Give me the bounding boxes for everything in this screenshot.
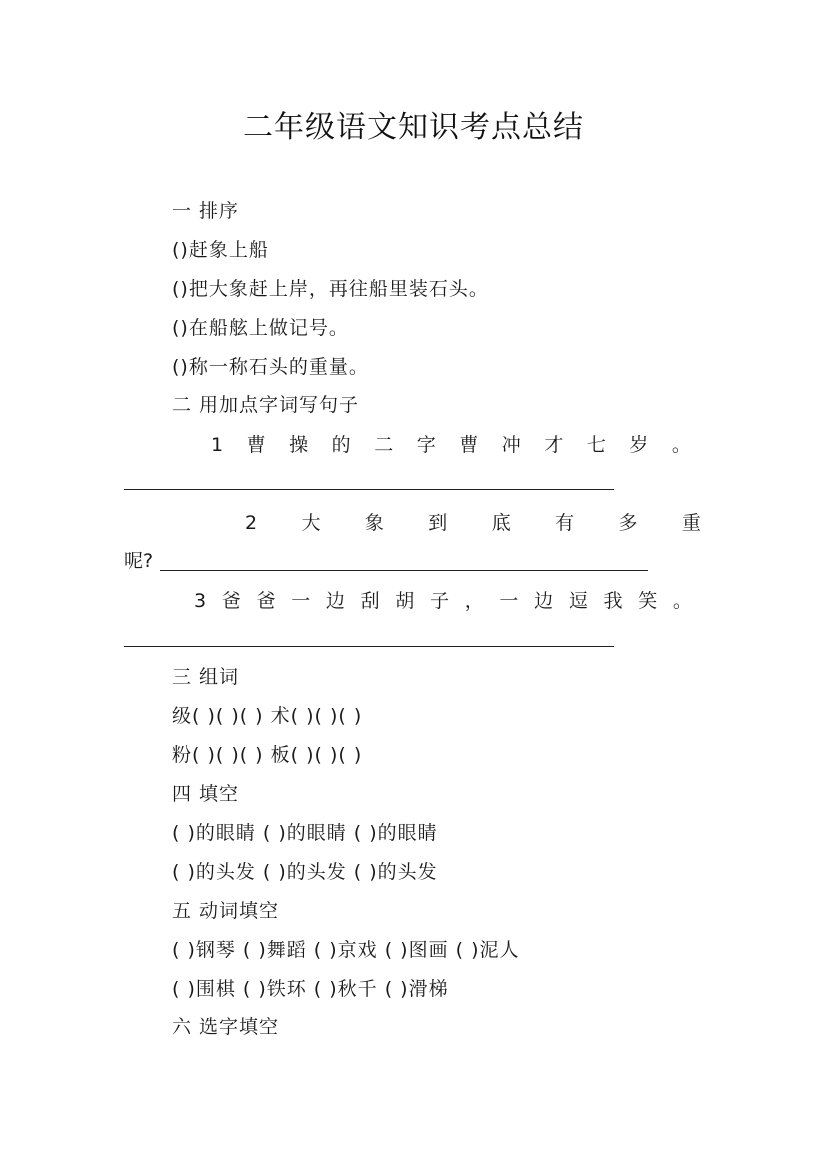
sentence-prompt-1 [211, 433, 691, 457]
sentence-char: 曹 [459, 434, 479, 456]
section-heading-sentences: 二 用加点字词写句子 [172, 394, 360, 416]
sentence-char: 3 [194, 590, 207, 612]
section-heading-sort: 一 排序 [172, 200, 240, 222]
sort-item: ()称一称石头的重量。 [172, 356, 369, 378]
sentence-char: 象 [364, 512, 384, 534]
sentence-char: 字 [416, 434, 436, 456]
sentence-prompt-2 [245, 511, 701, 535]
sentence-char: 重 [681, 512, 701, 534]
section-heading-verb-fill: 五 动词填空 [172, 900, 280, 922]
sentence-char: 有 [555, 512, 575, 534]
fill-blank-row: ( )的头发 ( )的头发 ( )的头发 [172, 861, 438, 883]
sort-item: ()把大象赶上岸，再往船里装石头。 [172, 278, 489, 300]
sentence-char: 一 [499, 590, 519, 612]
sentence-char: 爸 [256, 590, 276, 612]
sentence-char: 边 [325, 590, 345, 612]
sentence-char: 大 [301, 512, 321, 534]
sentence-char: 二 [374, 434, 394, 456]
verb-fill-row: ( )钢琴 ( )舞蹈 ( )京戏 ( )图画 ( )泥人 [172, 939, 520, 961]
sentence-tail-2: 呢? [124, 550, 154, 572]
verb-fill-row: ( )围棋 ( )铁环 ( )秋千 ( )滑梯 [172, 978, 449, 1000]
sentence-char: 子 [430, 590, 450, 612]
sentence-char: 操 [289, 434, 309, 456]
sentence-char: 一 [291, 590, 311, 612]
answer-blank-line[interactable] [160, 570, 648, 571]
sentence-char: 冲 [501, 434, 521, 456]
sentence-char: 才 [544, 434, 564, 456]
sentence-char: 我 [603, 590, 623, 612]
page-title: 二年级语文知识考点总结 [243, 110, 584, 145]
section-heading-word-formation: 三 组词 [172, 666, 240, 688]
sentence-char: 多 [618, 512, 638, 534]
section-heading-fill-blanks: 四 填空 [172, 783, 240, 805]
sentence-char: 刮 [360, 590, 380, 612]
answer-blank-line[interactable] [124, 489, 614, 490]
sentence-char: 曹 [246, 434, 266, 456]
sentence-char: 边 [534, 590, 554, 612]
sort-item: ()在船舷上做记号。 [172, 317, 349, 339]
sentence-char: 逗 [568, 590, 588, 612]
sentence-char: 到 [428, 512, 448, 534]
word-formation-row: 级( )( )( ) 术( )( )( ) [172, 705, 363, 727]
sentence-char: 2 [245, 512, 258, 534]
sentence-char: 爸 [221, 590, 241, 612]
sentence-prompt-3 [194, 589, 692, 613]
sentence-char: 七 [586, 434, 606, 456]
sentence-char: 胡 [395, 590, 415, 612]
fill-blank-row: ( )的眼睛 ( )的眼睛 ( )的眼睛 [172, 822, 438, 844]
sentence-char: 笑 [638, 590, 658, 612]
sentence-char: 1 [211, 434, 224, 456]
sort-item: ()赶象上船 [172, 239, 269, 261]
sentence-char: ， [464, 590, 484, 612]
word-formation-row: 粉( )( )( ) 板( )( )( ) [172, 744, 363, 766]
sentence-char: 。 [672, 590, 692, 612]
sentence-char: 岁 [629, 434, 649, 456]
answer-blank-line[interactable] [124, 646, 614, 647]
sentence-char: 。 [671, 434, 691, 456]
sentence-char: 底 [491, 512, 511, 534]
section-heading-choose-character: 六 选字填空 [172, 1016, 280, 1038]
sentence-char: 的 [331, 434, 351, 456]
